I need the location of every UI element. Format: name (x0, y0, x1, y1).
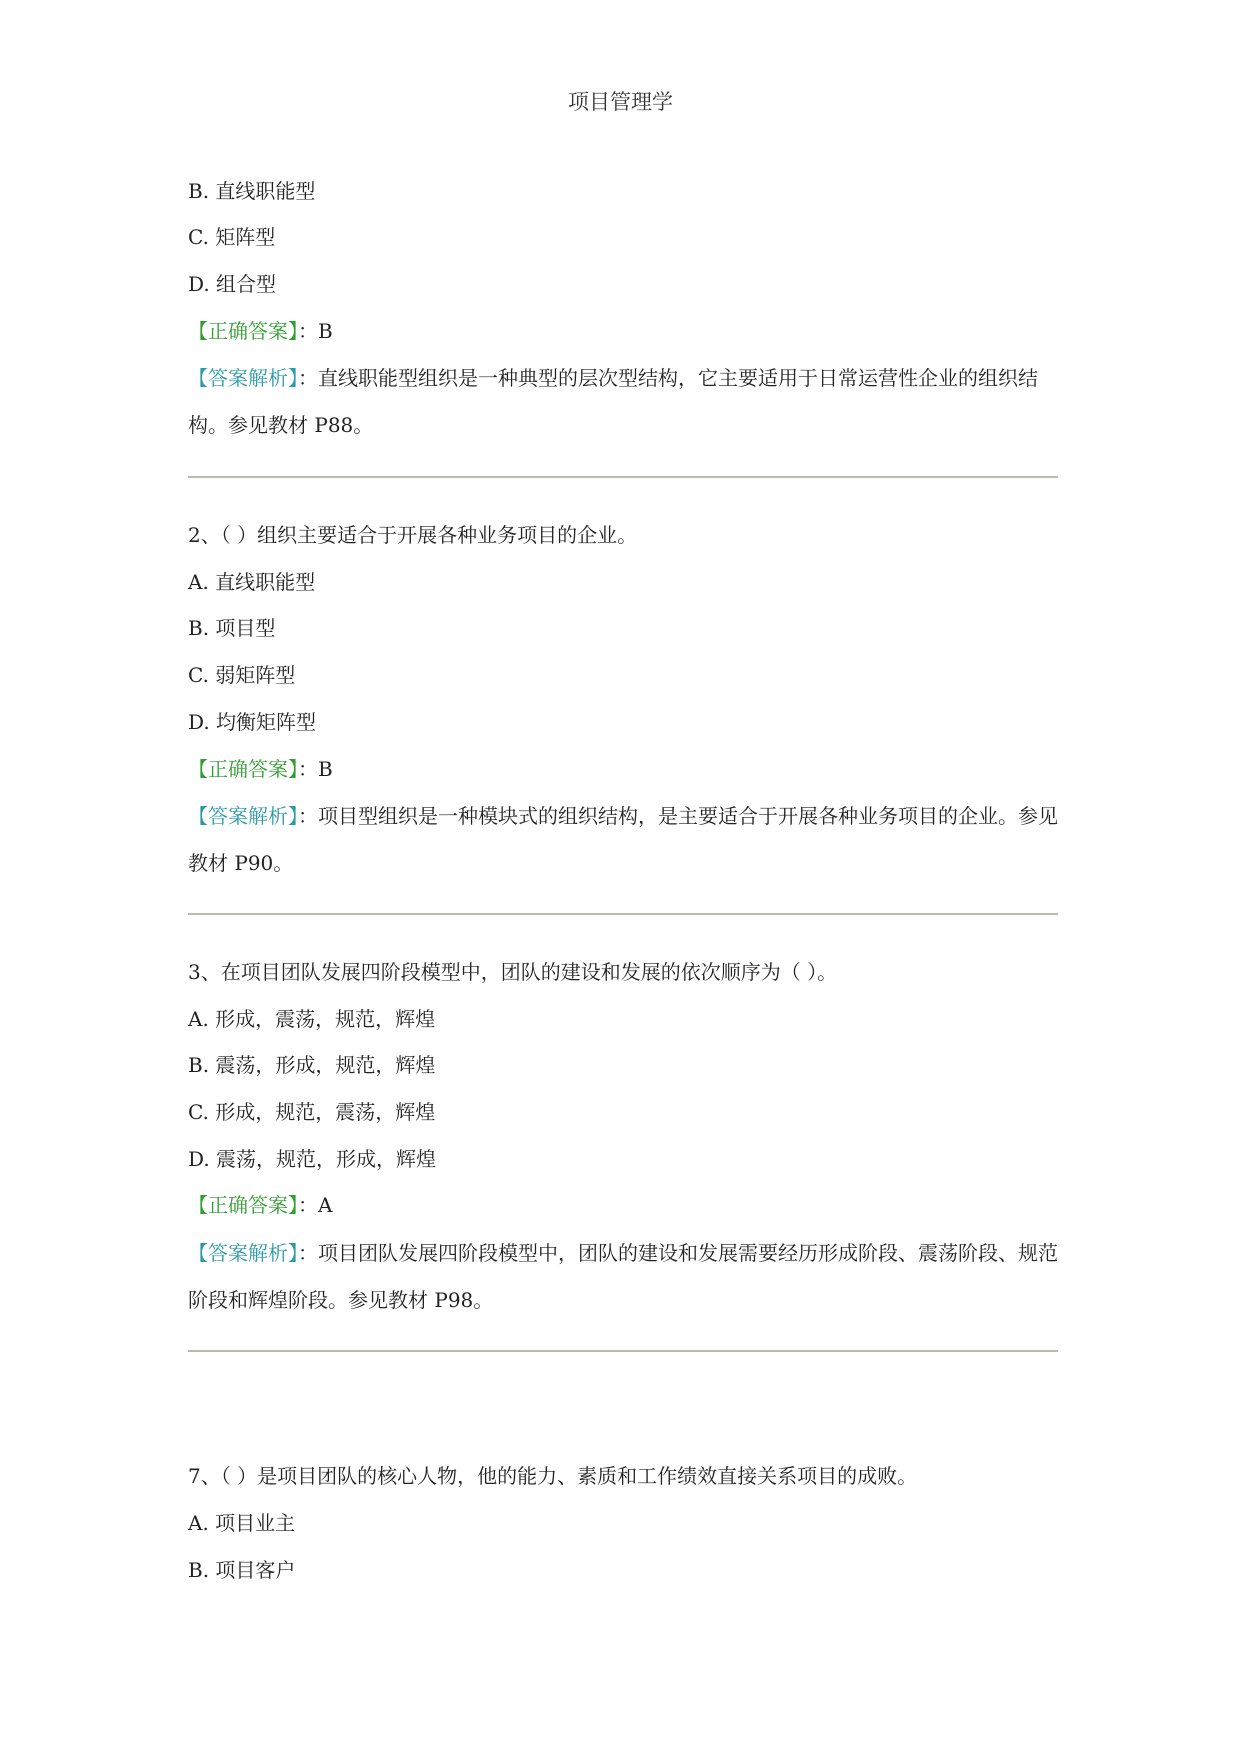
q3-question: 3、在项目团队发展四阶段模型中，团队的建设和发展的依次顺序为（ ）。 (188, 960, 838, 984)
divider (188, 476, 1058, 478)
q3-explain-tag: 【答案解析】 (188, 1241, 298, 1265)
divider (188, 913, 1058, 915)
q3-explain-text: ：项目团队发展四阶段模型中，团队的建设和发展需要经历形成阶段、震荡阶段、规范阶段和辉煌阶段。参见教材 P98。 (188, 1241, 1058, 1312)
q3-answer (188, 1190, 1058, 1220)
q2-answer-tag: 【正确答案】 (188, 757, 298, 781)
q1-answer (188, 316, 1058, 346)
q1-answer-value: ：B (298, 319, 333, 343)
q2-explanation (188, 793, 1058, 887)
q3-option-a: A. 形成，震荡，规范，辉煌 (188, 1007, 436, 1031)
q1-explain-text: ：直线职能型组织是一种典型的层次型结构，它主要适用于日常运营性企业的组织结构。参见教材 P88。 (188, 366, 1038, 437)
q2-explain-tag: 【答案解析】 (188, 804, 298, 828)
q7-option-a: A. 项目业主 (188, 1511, 296, 1535)
q2-option-d: D. 均衡矩阵型 (188, 710, 317, 734)
page-title: 项目管理学 (568, 90, 673, 114)
q1-explanation (188, 355, 1058, 449)
q3-option-b: B. 震荡，形成，规范，辉煌 (188, 1053, 436, 1077)
q3-option-d: D. 震荡，规范，形成，辉煌 (188, 1147, 437, 1171)
divider (188, 1350, 1058, 1352)
q3-answer-tag: 【正确答案】 (188, 1193, 298, 1217)
q3-explanation (188, 1230, 1058, 1324)
q3-option-c: C. 形成，规范，震荡，辉煌 (188, 1100, 436, 1124)
q1-option-c: C. 矩阵型 (188, 225, 276, 249)
q1-option-d: D. 组合型 (188, 272, 277, 296)
q2-answer-value: ：B (298, 757, 333, 781)
q7-question: 7、（ ）是项目团队的核心人物，他的能力、素质和工作绩效直接关系项目的成败。 (188, 1464, 918, 1488)
q2-option-a: A. 直线职能型 (188, 570, 316, 594)
q2-explain-text: ：项目型组织是一种模块式的组织结构，是主要适合于开展各种业务项目的企业。参见教材 P90。 (188, 804, 1058, 875)
q2-question: 2、（ ）组织主要适合于开展各种业务项目的企业。 (188, 523, 638, 547)
q2-answer (188, 754, 1058, 784)
q1-explain-tag: 【答案解析】 (188, 366, 298, 390)
q2-option-b: B. 项目型 (188, 616, 276, 640)
q1-answer-tag: 【正确答案】 (188, 319, 298, 343)
q2-option-c: C. 弱矩阵型 (188, 663, 296, 687)
q3-answer-value: ：A (298, 1193, 333, 1217)
q1-option-b: B. 直线职能型 (188, 179, 316, 203)
q7-option-b: B. 项目客户 (188, 1558, 296, 1582)
